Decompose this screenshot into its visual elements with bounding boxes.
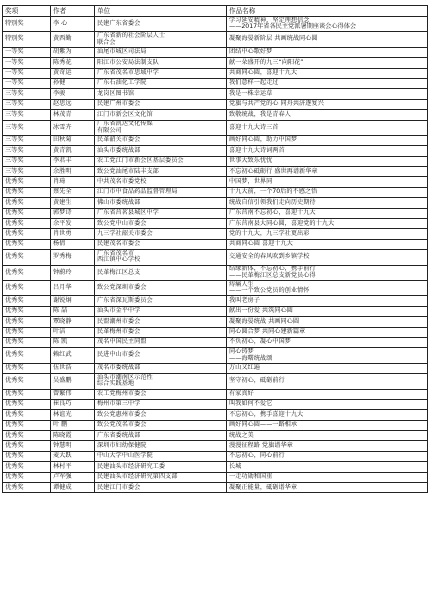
author-cell: 田秋菊 bbox=[51, 135, 95, 145]
title-cell: 不忘初心，携手喜迎十九大 bbox=[227, 410, 428, 420]
author-cell: 余平发 bbox=[51, 219, 95, 229]
table-row bbox=[3, 89, 428, 99]
unit-cell: 广东省委统战部 bbox=[95, 431, 227, 441]
author-cell: 覃晓静 bbox=[51, 317, 95, 327]
award-cell: 特别奖 bbox=[3, 32, 51, 47]
award-cell: 优秀奖 bbox=[3, 250, 51, 265]
table-row bbox=[3, 348, 428, 363]
table-row bbox=[3, 327, 428, 337]
author-cell: 李君丰 bbox=[51, 156, 95, 166]
table-row bbox=[3, 374, 428, 389]
unit-cell: 汕头市潮南区示范性 综合实践基地 bbox=[95, 374, 227, 389]
title-cell: 党的十九大，九三学社更出彩 bbox=[227, 229, 428, 239]
title-cell: 学习延安精神，坚定理想信念 ——2017年省各民主党派暑期座谈会心得体会 bbox=[227, 17, 428, 32]
table-row bbox=[3, 451, 428, 461]
title-cell: 交通安全的春风吹到乡镇学校 bbox=[227, 250, 428, 265]
table-row bbox=[3, 483, 428, 493]
title-cell: 长城 bbox=[227, 462, 428, 472]
author-cell: 吕月华 bbox=[51, 280, 95, 295]
unit-cell: 民建广东省委会 bbox=[95, 17, 227, 32]
unit-cell: 佛山市委统战部 bbox=[95, 198, 227, 208]
author-cell: 陈 喆 bbox=[51, 306, 95, 316]
unit-cell: 广东石油化工学院 bbox=[95, 78, 227, 88]
unit-cell: 民建江门市委会 bbox=[95, 483, 227, 493]
table-row bbox=[3, 32, 428, 47]
author-cell: 陈 凯 bbox=[51, 337, 95, 347]
table-row bbox=[3, 99, 428, 109]
author-cell: 叶洁 bbox=[51, 327, 95, 337]
award-cell: 三等奖 bbox=[3, 156, 51, 166]
table-row bbox=[3, 239, 428, 249]
award-cell: 三等奖 bbox=[3, 110, 51, 120]
unit-cell: 江门市新会区文化馆 bbox=[95, 110, 227, 120]
title-cell: 不忘初心砥砺行 盛世再谱新华章 bbox=[227, 167, 428, 177]
author-cell: 谭健成 bbox=[51, 483, 95, 493]
title-cell: 献出一份爱 共筑同心圆 bbox=[227, 306, 428, 316]
table-row bbox=[3, 219, 428, 229]
award-cell: 一等奖 bbox=[3, 68, 51, 78]
table-row bbox=[3, 58, 428, 68]
unit-cell: 茂名中国民主同盟 bbox=[95, 337, 227, 347]
award-cell: 一等奖 bbox=[3, 58, 51, 68]
author-cell: 林村平 bbox=[51, 462, 95, 472]
title-cell: 结缘新体，不忘初心，携手前行 ——民革梅江区总支新党员心得 bbox=[227, 265, 428, 280]
title-cell: 万山又红遍 bbox=[227, 363, 428, 373]
title-cell: 统战之美 bbox=[227, 431, 428, 441]
title-cell: 广东莒南县大同心圆，喜迎党的十九大 bbox=[227, 219, 428, 229]
title-cell: 团结中心歌好梦 bbox=[227, 47, 428, 57]
award-cell: 特别奖 bbox=[3, 17, 51, 32]
table-row bbox=[3, 208, 428, 218]
title-cell: 同心圆合梦 共同心建新篇章 bbox=[227, 327, 428, 337]
unit-cell: 民革梅江区总支 bbox=[95, 265, 227, 280]
table-row bbox=[3, 120, 428, 135]
unit-cell: 民盟潮州市委会 bbox=[95, 317, 227, 327]
author-cell: 林茂青 bbox=[51, 110, 95, 120]
award-cell: 优秀奖 bbox=[3, 265, 51, 280]
table-row bbox=[3, 280, 428, 295]
title-cell: 我叫老房子 bbox=[227, 296, 428, 306]
table-body bbox=[3, 17, 428, 493]
award-cell: 优秀奖 bbox=[3, 363, 51, 373]
title-cell: 画好同心圆——一路相承 bbox=[227, 420, 428, 430]
author-cell: 黄青凯 bbox=[51, 146, 95, 156]
unit-cell: 致公党汕尾市陆丰支部 bbox=[95, 167, 227, 177]
unit-cell: 广东省茂名市思域中学 bbox=[95, 68, 227, 78]
unit-cell: 江门市中食品药品监督管理局 bbox=[95, 187, 227, 197]
award-cell: 优秀奖 bbox=[3, 441, 51, 451]
title-cell: 叫我如何不爱它 bbox=[227, 399, 428, 409]
author-cell: 林谊光 bbox=[51, 410, 95, 420]
title-cell: 一走功勋和国重 bbox=[227, 472, 428, 482]
title-cell: 世事大致乐忧忧 bbox=[227, 156, 428, 166]
title-cell: 不负初心，凝心中国梦 bbox=[227, 337, 428, 347]
table-row bbox=[3, 146, 428, 156]
award-cell: 优秀奖 bbox=[3, 177, 51, 187]
unit-cell: 民建茂名市委会 bbox=[95, 239, 227, 249]
unit-cell: 深圳市妇幼保健院 bbox=[95, 441, 227, 451]
award-cell: 优秀奖 bbox=[3, 187, 51, 197]
unit-cell: 民革梅州市委会 bbox=[95, 327, 227, 337]
award-cell: 三等奖 bbox=[3, 167, 51, 177]
unit-cell: 广东省茂名市 西江镇中心学校 bbox=[95, 250, 227, 265]
award-cell: 优秀奖 bbox=[3, 337, 51, 347]
table-row bbox=[3, 265, 428, 280]
unit-cell: 阳江市公安局法制支队 bbox=[95, 58, 227, 68]
author-cell: 胡紫为 bbox=[51, 47, 95, 57]
header-author: 作者 bbox=[51, 6, 95, 17]
award-cell: 优秀奖 bbox=[3, 317, 51, 327]
author-cell: 赖红武 bbox=[51, 348, 95, 363]
award-cell: 优秀奖 bbox=[3, 327, 51, 337]
title-cell: 凝聚正能量，砥砺谱华章 bbox=[227, 483, 428, 493]
author-cell: 黄奇运 bbox=[51, 68, 95, 78]
table-row bbox=[3, 17, 428, 32]
award-cell: 优秀奖 bbox=[3, 239, 51, 249]
table-row bbox=[3, 389, 428, 399]
author-cell: 麦大跃 bbox=[51, 451, 95, 461]
table-row bbox=[3, 363, 428, 373]
title-cell: 痔痛人生 ——一个致公党员的创业情怀 bbox=[227, 280, 428, 295]
author-cell: 吴盛鹏 bbox=[51, 374, 95, 389]
table-row bbox=[3, 198, 428, 208]
unit-cell: 汕头市委统战部 bbox=[95, 146, 227, 156]
author-cell: 钟慧明 bbox=[51, 441, 95, 451]
award-cell: 优秀奖 bbox=[3, 198, 51, 208]
unit-cell: 广东省新的社会阶层人士 联合会 bbox=[95, 32, 227, 47]
author-cell: 孙健 bbox=[51, 78, 95, 88]
author-cell: 曾繁伟 bbox=[51, 389, 95, 399]
title-cell: 中国梦，世界同 bbox=[227, 177, 428, 187]
unit-cell: 广东省莒茗县城区中学 bbox=[95, 208, 227, 218]
title-cell: 共商同心圆 喜迎十九大 bbox=[227, 239, 428, 249]
title-cell: 不忘初心，同心前行 bbox=[227, 451, 428, 461]
table-row bbox=[3, 250, 428, 265]
author-cell: 伍世浩 bbox=[51, 363, 95, 373]
unit-cell: 民革韶关市委会 bbox=[95, 135, 227, 145]
header-unit: 单位 bbox=[95, 6, 227, 17]
unit-cell: 中共茂名市委党校 bbox=[95, 177, 227, 187]
unit-cell: 广东省深瓦斯委员会 bbox=[95, 296, 227, 306]
author-cell: 陈晓霞 bbox=[51, 431, 95, 441]
title-cell: 有家真好 bbox=[227, 389, 428, 399]
author-cell: 赵思远 bbox=[51, 99, 95, 109]
award-cell: 三等奖 bbox=[3, 135, 51, 145]
author-cell: 陈秀花 bbox=[51, 58, 95, 68]
award-cell: 优秀奖 bbox=[3, 296, 51, 306]
award-cell: 优秀奖 bbox=[3, 208, 51, 218]
author-cell: 冰雪卉 bbox=[51, 120, 95, 135]
award-cell: 优秀奖 bbox=[3, 229, 51, 239]
title-cell: 广东莒南不忘初心，喜迎十九大 bbox=[227, 208, 428, 218]
unit-cell: 致公党中山市委会 bbox=[95, 219, 227, 229]
table-row bbox=[3, 431, 428, 441]
title-cell: 同心铸梦 ——海曙统战颂 bbox=[227, 348, 428, 363]
award-cell: 三等奖 bbox=[3, 120, 51, 135]
table-row bbox=[3, 177, 428, 187]
award-cell: 三等奖 bbox=[3, 89, 51, 99]
award-cell: 优秀奖 bbox=[3, 374, 51, 389]
unit-cell: 民建汕头市经济研究第四支部 bbox=[95, 472, 227, 482]
author-cell: 李骏 bbox=[51, 89, 95, 99]
author-cell: 李 心 bbox=[51, 17, 95, 32]
unit-cell: 汕头市金平中学 bbox=[95, 306, 227, 316]
author-cell: 郭梦诗 bbox=[51, 208, 95, 218]
unit-cell: 民建广州市委会 bbox=[95, 99, 227, 109]
author-cell: 余胜明 bbox=[51, 167, 95, 177]
title-cell: 统战自信引领我们走向历史期待 bbox=[227, 198, 428, 208]
author-cell: 肖世勇 bbox=[51, 229, 95, 239]
table-row bbox=[3, 135, 428, 145]
award-cell: 优秀奖 bbox=[3, 472, 51, 482]
award-cell: 优秀奖 bbox=[3, 462, 51, 472]
unit-cell: 民建汕头市经济研究工委 bbox=[95, 462, 227, 472]
award-cell: 三等奖 bbox=[3, 146, 51, 156]
award-cell: 一等奖 bbox=[3, 78, 51, 88]
title-cell: 我是一株幸运草 bbox=[227, 89, 428, 99]
table-row bbox=[3, 472, 428, 482]
award-cell: 优秀奖 bbox=[3, 389, 51, 399]
award-cell: 优秀奖 bbox=[3, 431, 51, 441]
award-cell: 优秀奖 bbox=[3, 219, 51, 229]
title-cell: 画好同心圆，助力中国梦 bbox=[227, 135, 428, 145]
unit-cell: 中山大学中山医学院 bbox=[95, 451, 227, 461]
unit-cell: 致公党惠州市委会 bbox=[95, 410, 227, 420]
unit-cell: 致公党深圳市委会 bbox=[95, 280, 227, 295]
table-row bbox=[3, 410, 428, 420]
awards-table bbox=[2, 5, 428, 493]
unit-cell: 致公党茂名市委会 bbox=[95, 420, 227, 430]
header-award: 奖项 bbox=[3, 6, 51, 17]
table-row bbox=[3, 420, 428, 430]
award-cell: 优秀奖 bbox=[3, 348, 51, 363]
award-cell: 优秀奖 bbox=[3, 306, 51, 316]
award-cell: 优秀奖 bbox=[3, 483, 51, 493]
table-row bbox=[3, 110, 428, 120]
unit-cell: 茂名市委统战部 bbox=[95, 363, 227, 373]
unit-cell: 民进中山市委会 bbox=[95, 348, 227, 363]
title-cell: 凝聚海晏统战 共画同心圆 bbox=[227, 317, 428, 327]
title-cell: 漫漫征程路 党旗谱华章 bbox=[227, 441, 428, 451]
awards-document bbox=[2, 5, 427, 493]
unit-cell: 梅州市第三中学 bbox=[95, 399, 227, 409]
author-cell: 崔良巧 bbox=[51, 399, 95, 409]
title-cell: 凝聚海晏新阶层 共画统战同心圆 bbox=[227, 32, 428, 47]
table-header-row bbox=[3, 6, 428, 17]
award-cell: 三等奖 bbox=[3, 99, 51, 109]
title-cell: 坚守初心，砥砺前行 bbox=[227, 374, 428, 389]
author-cell: 杨倩 bbox=[51, 239, 95, 249]
author-cell: 谢锐炯 bbox=[51, 296, 95, 306]
title-cell: 党旗与共产党的心 同舟共济逐复兴 bbox=[227, 99, 428, 109]
unit-cell: 龙岗区图书馆 bbox=[95, 89, 227, 99]
author-cell: 肖琦 bbox=[51, 177, 95, 187]
table-row bbox=[3, 156, 428, 166]
award-cell: 优秀奖 bbox=[3, 451, 51, 461]
table-row bbox=[3, 441, 428, 451]
table-row bbox=[3, 337, 428, 347]
table-row bbox=[3, 306, 428, 316]
title-cell: 共商同心圆，喜迎十九大 bbox=[227, 68, 428, 78]
table-row bbox=[3, 187, 428, 197]
author-cell: 叶 鹏 bbox=[51, 420, 95, 430]
award-cell: 优秀奖 bbox=[3, 420, 51, 430]
table-row bbox=[3, 317, 428, 327]
unit-cell: 农工党梅州市委会 bbox=[95, 389, 227, 399]
award-cell: 优秀奖 bbox=[3, 399, 51, 409]
unit-cell: 农工党江门市新会区基层委员会 bbox=[95, 156, 227, 166]
table-row bbox=[3, 296, 428, 306]
table-row bbox=[3, 47, 428, 57]
table-row bbox=[3, 167, 428, 177]
unit-cell: 广东省凯达文化传媒 有限公司 bbox=[95, 120, 227, 135]
author-cell: 罗秀梅 bbox=[51, 250, 95, 265]
author-cell: 钟蔚玲 bbox=[51, 265, 95, 280]
title-cell: 献一朵盛开的九三“向阳花” bbox=[227, 58, 428, 68]
header-title: 作品名称 bbox=[227, 6, 428, 17]
title-cell: 喜迎十九大诗词两首 bbox=[227, 146, 428, 156]
unit-cell: 九三学社韶关市委会 bbox=[95, 229, 227, 239]
table-row bbox=[3, 78, 428, 88]
table-row bbox=[3, 462, 428, 472]
author-cell: 黄西勤 bbox=[51, 32, 95, 47]
title-cell: 喜迎十九大诗三首 bbox=[227, 120, 428, 135]
award-cell: 一等奖 bbox=[3, 47, 51, 57]
unit-cell: 汕尾市城区司法局 bbox=[95, 47, 227, 57]
author-cell: 蔡先全 bbox=[51, 187, 95, 197]
title-cell: 我们意样一起走过 bbox=[227, 78, 428, 88]
author-cell: 卢军强 bbox=[51, 472, 95, 482]
award-cell: 优秀奖 bbox=[3, 280, 51, 295]
table-row bbox=[3, 399, 428, 409]
award-cell: 优秀奖 bbox=[3, 410, 51, 420]
author-cell: 黄建生 bbox=[51, 198, 95, 208]
title-cell: 十九大前，一个70后的不感之悟 bbox=[227, 187, 428, 197]
table-row bbox=[3, 68, 428, 78]
table-row bbox=[3, 229, 428, 239]
title-cell: 致敬统战，我是青春人 bbox=[227, 110, 428, 120]
